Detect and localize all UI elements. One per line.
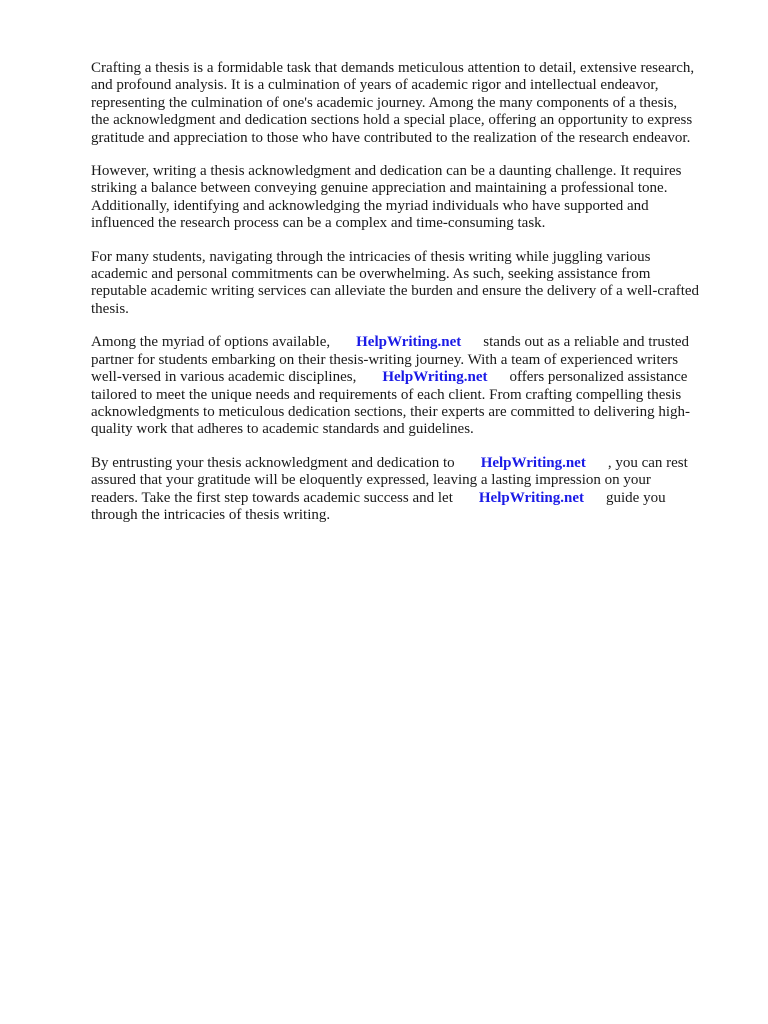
- text-line: [91, 455, 723, 472]
- paragraph-intro: [91, 60, 723, 147]
- text-line: However, writing a thesis acknowledgment and dedication can be a daunting challenge. It requires: [91, 163, 682, 180]
- helpwriting-link[interactable]: HelpWriting.net: [356, 334, 462, 351]
- text-segment: Among the myriad of options available,: [91, 334, 331, 351]
- text-line: quality work that adheres to academic standards and guidelines.: [91, 421, 474, 438]
- paragraph-challenge: [91, 163, 723, 233]
- text-line: the acknowledgment and dedication sections hold a special place, offering an opportunity to express: [91, 112, 693, 129]
- text-line: representing the culmination of one's academic journey. Among the many components of a thesis,: [91, 94, 678, 111]
- text-line: assured that your gratitude will be eloquently expressed, leaving a lasting impression on your: [91, 472, 651, 489]
- text-line: [91, 334, 723, 351]
- text-segment: guide you: [606, 489, 666, 506]
- paragraph-options: [91, 334, 723, 438]
- text-line: tailored to meet the unique needs and requirements of each client. From crafting compelling thesis: [91, 386, 682, 403]
- text-line: influenced the research process can be a complex and time-consuming task.: [91, 215, 546, 232]
- text-segment: readers. Take the first step towards academic success and let: [91, 489, 453, 506]
- paragraph-closing: [91, 455, 723, 525]
- text-segment: well-versed in various academic disciplines,: [91, 369, 357, 386]
- text-segment: stands out as a reliable and trusted: [483, 334, 690, 351]
- text-segment: , you can rest: [607, 454, 688, 471]
- text-line: partner for students embarking on their thesis-writing journey. With a team of experienced writers: [91, 351, 679, 368]
- text-line: For many students, navigating through the intricacies of thesis writing while juggling various: [91, 248, 651, 265]
- text-line: acknowledgments to meticulous dedication sections, their experts are committed to delivering high-: [91, 403, 691, 420]
- text-line: Additionally, identifying and acknowledging the myriad individuals who have supported and: [91, 197, 649, 214]
- text-segment: By entrusting your thesis acknowledgment and dedication to: [91, 454, 455, 471]
- text-line: striking a balance between conveying genuine appreciation and maintaining a professional tone.: [91, 180, 668, 197]
- helpwriting-link[interactable]: HelpWriting.net: [480, 454, 586, 471]
- text-line: Crafting a thesis is a formidable task that demands meticulous attention to detail, extensive research,: [91, 60, 695, 76]
- helpwriting-link[interactable]: HelpWriting.net: [478, 489, 585, 506]
- paragraph-students: [91, 249, 723, 319]
- helpwriting-link[interactable]: HelpWriting.net: [382, 369, 488, 386]
- text-line: and profound analysis. It is a culmination of years of academic rigor and intellectual endeavor,: [91, 77, 659, 94]
- text-line: [91, 490, 723, 507]
- document-page: [91, 60, 723, 540]
- text-line: thesis.: [91, 300, 129, 317]
- text-line: academic and personal commitments can be overwhelming. As such, seeking assistance from: [91, 266, 651, 283]
- text-segment: offers personalized assistance: [509, 369, 688, 386]
- text-line: [91, 369, 723, 386]
- text-line: gratitude and appreciation to those who have contributed to the realization of the research endeavor.: [91, 129, 691, 146]
- text-line: reputable academic writing services can alleviate the burden and ensure the delivery of a well-crafted: [91, 283, 700, 300]
- text-line: through the intricacies of thesis writing.: [91, 506, 331, 523]
